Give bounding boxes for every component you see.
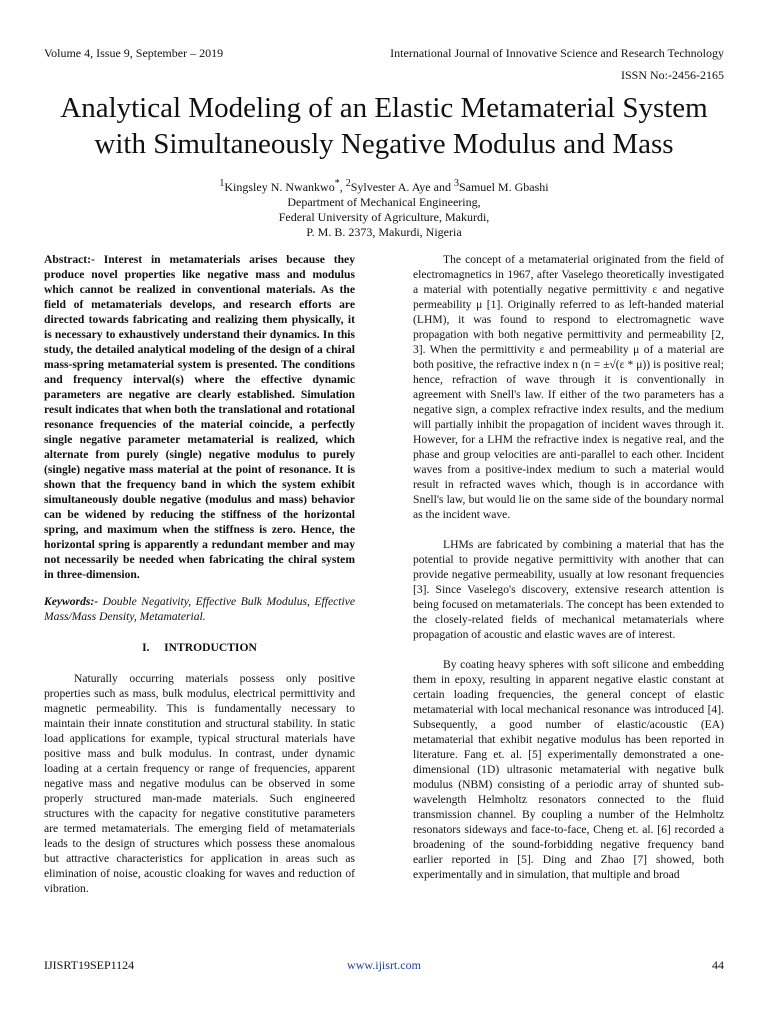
keywords-label: Keywords:- — [44, 595, 103, 608]
author-block — [100, 176, 668, 240]
address: P. M. B. 2373, Makurdi, Nigeria — [306, 225, 462, 239]
keywords — [44, 594, 355, 624]
left-column — [44, 252, 355, 896]
author3-name: Samuel M. Gbashi — [458, 180, 549, 194]
author2-name: Sylvester A. Aye and — [350, 180, 454, 194]
journal-name: International Journal of Innovative Science and Research Technology — [390, 46, 724, 60]
page-number: 44 — [712, 958, 724, 972]
intro-paragraph-1: Naturally occurring materials possess only positive properties such as mass, bulk modulus, electrical permittivity and magnetic permeability. This is fundamentally necessary to maintain their innate constitution and structural stability. In static load applications for example, typical structural materials have positive mass and bulk modulus. In contrast, under dynamic loading at a certain frequency or range of frequencies, apparent negative mass and negative modulus can be observed in some properly structured man-made materials. Such engineered structures with the capacity for negative constitutive parameters are termed metamaterials. The emerging field of metamaterials leads to the design of structures which possess these anomalous but attractive characteristics for application in areas such as elimination of noise, acoustic cloaking for waves and reduction of vibration. — [44, 672, 355, 895]
section-heading-introduction — [44, 640, 355, 655]
author3-affil: 3 — [453, 178, 459, 189]
volume-issue: Volume 4, Issue 9, September – 2019 — [44, 46, 224, 60]
paragraph-elastic-metamaterial: By coating heavy spheres with soft silicone and embedding them in epoxy, resulting in apparent negative elastic constant at certain loading frequencies, the general concept of elastic metamaterial with local mechanical resonance was introduced [4]. Subsequently, a good number of elastic/acoustic (EA) metamaterial that exhibit negative modulus has been reported in literature. Fang et. al. [5] experimentally demonstrated a one-dimensional (1D) ultrasonic metamaterial with negative bulk modulus (NBM) consisting of a periodic array of shunted sub-wavelength Helmholtz resonators connected to the fluid transmission channel. By coupling a number of the Helmholtz resonators sideways and face-to-face, Cheng et. al. [6] recorded a broadening of the sound-forbidding negative frequency band earlier reported in [5]. Ding and Zhao [7] showed, both experimentally and in simulation, that multiple and broad — [413, 658, 724, 881]
right-column — [413, 252, 724, 882]
corresponding-mark: * — [334, 178, 340, 189]
author2-affil: 2 — [345, 178, 351, 189]
section-number: I. — [142, 641, 150, 654]
issn: ISSN No:-2456-2165 — [620, 68, 724, 82]
author1-name: Kingsley N. Nwankwo — [224, 180, 335, 194]
title-line-1: Analytical Modeling of an Elastic Metamaterial System — [60, 92, 708, 124]
abstract: Abstract:- Interest in metamaterials arises because they produce novel properties like negative mass and modulus which cannot be realized in conventional materials. As the field of metamaterials develops, and research efforts are directed towards fabricating and realizing them physically, it is necessary to exhaustively understand their dynamics. In this study, the detailed analytical modeling of the design of a chiral mass-spring metamaterial system is presented. The conditions and frequency interval(s) where the effective dynamic parameters are negative are clearly established. Simulation result indicates that when both the translational and rotational resonance frequencies of the material coincide, a perfectly single negative parameter metamaterial is realized, which alternate from purely (single) negative modulus to purely (single) negative mass material at the point of resonance. It is shown that the frequency band in which the system exhibit simultaneously double negative (modulus and mass) behavior can be widened by reducing the stiffness of the horizontal spring, and maximum when the stiffness is zero. Hence, the horizontal spring is apparently a redundant member and may not necessarily be needed when fabricating the chiral system in three-dimension. — [44, 253, 355, 581]
paper-code: IJISRT19SEP1124 — [44, 958, 135, 972]
university: Federal University of Agriculture, Makurdi, — [278, 210, 490, 224]
author1-affil: 1 — [219, 178, 225, 189]
title-line-2: with Simultaneously Negative Modulus and Mass — [94, 128, 674, 160]
keywords-text: Double Negativity, Effective Bulk Modulus, Effective Mass/Mass Density, Metamaterial. — [44, 595, 355, 623]
department: Department of Mechanical Engineering, — [287, 195, 481, 209]
website-link[interactable]: www.ijisrt.com — [347, 958, 421, 972]
section-title: INTRODUCTION — [164, 641, 257, 654]
paragraph-metamaterial-origin: The concept of a metamaterial originated from the field of electromagnetics in 1967, after Vaselego theoretically investigated a material with potentially negative permittivity ε and negative permeability μ [1]. Originally referred to as left-handed material (LHM), it was found to respond to electromagnetic wave propagation with both negative permittivity and permeability [2, 3]. When the permittivity ε and permeability μ of a material are both positive, the refractive index n (n = ±√(ε * μ)) is positive real; hence, refraction of wave through it is conventionally in agreement with Snell's law. If either of the two parameters has a negative sign, a complex refractive index results, and the medium will partially inhibit the propagation of incident waves through it. However, for a LHM the refractive index is negative real, and the phase and group velocities are anti-parallel to each other. Incident waves from a positive-index medium to such a material would result in refracted waves which, though is in accordance with Snell's law, but would lie on the same side of the boundary normal as the incident wave. — [413, 253, 724, 521]
paper-title — [30, 90, 738, 162]
author-names: $^1$Kingsley N. Nwankwo*, $^2$Sylvester A. Aye and $^3$Samuel M. Gbashi — [219, 178, 549, 194]
paragraph-lhm-fabrication: LHMs are fabricated by combining a material that has the potential to provide negative permittivity with another that can provide negative permeability, usually at low resonant frequencies [3]. Since Vaselego's discovery, extensive research attention is being focused on metamaterials. The concept has been extended to the closely-related fields of mechanical metamaterials where propagation of acoustic and elastic waves are of interest. — [413, 538, 724, 641]
